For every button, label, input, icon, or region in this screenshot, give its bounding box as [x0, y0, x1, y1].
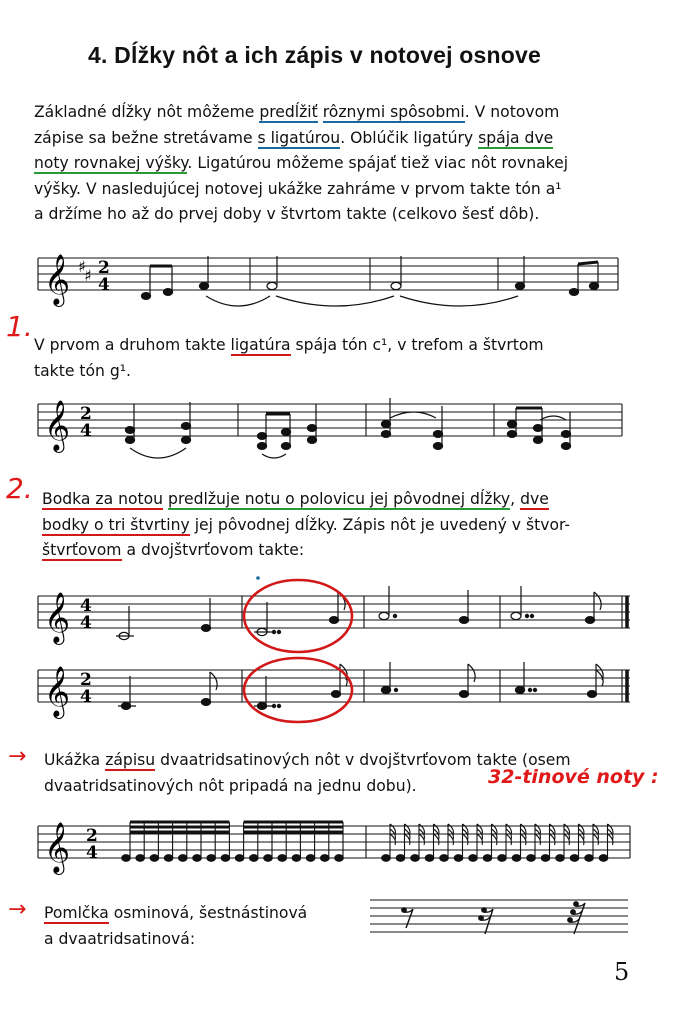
- highlight-green: predlžuje notu o polovicu jej pôvodnej dĺžky: [168, 490, 511, 508]
- sharp-icon: ♯: [84, 266, 92, 285]
- note-head: [585, 855, 594, 862]
- note-head: [321, 855, 330, 862]
- note-head: [122, 855, 131, 862]
- note-head: [264, 855, 273, 862]
- highlight-red: dve: [520, 490, 549, 508]
- note-head: [454, 855, 463, 862]
- time-sig-top: 2: [86, 826, 98, 846]
- treble-clef-icon: 𝄞: [44, 254, 71, 305]
- note-flag: [579, 834, 584, 845]
- note-head: [150, 855, 159, 862]
- time-sig-top: 4: [80, 596, 92, 616]
- highlight-green: noty rovnakej výšky: [34, 154, 188, 172]
- treble-clef-icon: 𝄞: [44, 666, 71, 717]
- page-number: 5: [614, 958, 630, 986]
- note-flag: [506, 834, 511, 845]
- highlight-red: zápisu: [105, 751, 156, 769]
- note-head: [527, 855, 536, 862]
- note-head: [570, 855, 579, 862]
- text-line: štvrťovom a dvojštvrťovom takte:: [42, 541, 305, 559]
- text-line: noty rovnakej výšky. Ligatúrou môžeme spájať tiež viac nôt rovnakej: [34, 154, 569, 172]
- note-head: [207, 855, 216, 862]
- note-head: [164, 855, 173, 862]
- note-flag: [521, 834, 526, 845]
- time-sig-bottom: 4: [98, 275, 110, 295]
- note-flag: [593, 834, 598, 845]
- text-line: dvaatridsatinových nôt pripadá na jednu dobu).: [44, 776, 417, 795]
- staff-rests: [370, 900, 628, 932]
- note-head: [193, 855, 202, 862]
- time-sig-top: 2: [80, 404, 92, 424]
- note-flag: [492, 834, 497, 845]
- text-line: Ukážka zápisu dvaatridsatinových nôt v dvojštvrťovom takte (osem: [44, 751, 571, 769]
- treble-clef-icon: 𝄞: [44, 592, 71, 643]
- time-sig-bottom: 4: [80, 421, 92, 441]
- treble-clef-icon: 𝄞: [44, 822, 71, 873]
- highlight-blue: s ligatúrou: [257, 128, 341, 147]
- text-line: a dvaatridsatinová:: [44, 929, 196, 948]
- text-line: zápise sa bežne stretávame s ligatúrou. Oblúčik ligatúry spája dve: [34, 128, 554, 147]
- note-head: [136, 855, 145, 862]
- note-head: [278, 855, 287, 862]
- note-flag: [405, 834, 410, 845]
- note-flag: [564, 834, 569, 845]
- note-head: [250, 855, 259, 862]
- note-head: [469, 855, 478, 862]
- notes-example-3: [116, 586, 601, 640]
- note-flag: [477, 834, 482, 845]
- text-line: Pomlčka osminová, šestnástinová: [44, 904, 308, 922]
- text-line: Základné dĺžky nôt môžeme predĺžiť rôznymi spôsobmi. V notovom: [34, 103, 560, 121]
- note-head: [292, 855, 301, 862]
- handwritten-mark-2: 2.: [6, 472, 33, 505]
- highlight-red: ligatúra: [230, 336, 291, 354]
- rest-thirtysecond-icon: [568, 902, 585, 934]
- highlight-red: bodky o tri štvrtiny: [42, 515, 190, 534]
- blue-dot: [256, 576, 260, 580]
- red-circle-annotation: [244, 658, 352, 722]
- treble-clef-icon: 𝄞: [44, 400, 71, 451]
- note-head: [221, 855, 230, 862]
- note-head: [396, 855, 405, 862]
- time-sig-bottom: 4: [80, 613, 92, 633]
- note-flag: [550, 834, 555, 845]
- sharp-icon: ♯: [78, 257, 86, 276]
- note-head: [306, 855, 315, 862]
- note-head: [335, 855, 344, 862]
- text-line: bodky o tri štvrtiny jej pôvodnej dĺžky. Zápis nôt je uvedený v štvor-: [42, 515, 571, 534]
- time-sig-top: 2: [80, 670, 92, 690]
- note-head: [556, 855, 565, 862]
- highlight-blue: rôznymi spôsobmi: [322, 103, 465, 121]
- highlight-red: Pomlčka: [44, 904, 109, 922]
- note-flag: [463, 834, 468, 845]
- note-head: [498, 855, 507, 862]
- note-head: [512, 855, 521, 862]
- time-sig-bottom: 4: [86, 843, 98, 863]
- highlight-green: spája dve: [478, 128, 554, 147]
- note-flag: [608, 834, 613, 845]
- text-line: a držíme ho až do prvej doby v štvrtom takte (celkovo šesť dôb).: [34, 205, 540, 223]
- rest-eighth-icon: [402, 908, 413, 928]
- note-head: [179, 855, 188, 862]
- note-head: [440, 855, 449, 862]
- handwritten-note-32nd: 32-tinové noty :: [488, 766, 659, 788]
- section-title: 4. Dĺžky nôt a ich zápis v notovej osnove: [88, 42, 541, 68]
- note-head: [599, 855, 608, 862]
- note-head: [411, 855, 420, 862]
- time-sig-top: 2: [98, 258, 110, 278]
- note-head: [382, 855, 391, 862]
- note-flag: [448, 834, 453, 845]
- staff-example-1: [38, 258, 618, 290]
- text-line: výšky. V nasledujúcej notovej ukážke zahráme v prvom takte tón a¹: [34, 179, 562, 198]
- note-head: [425, 855, 434, 862]
- text-line: Bodka za notou predlžuje notu o polovicu jej pôvodnej dĺžky, dve: [42, 490, 549, 508]
- notes-32nd-flagged: [382, 824, 613, 861]
- note-flag: [390, 834, 395, 845]
- time-sig-bottom: 4: [80, 687, 92, 707]
- rest-sixteenth-icon: [479, 908, 493, 934]
- red-circle-annotation: [244, 580, 352, 652]
- highlight-red: Bodka za notou: [42, 490, 164, 508]
- note-flag: [535, 834, 540, 845]
- note-head: [483, 855, 492, 862]
- note-flag: [419, 834, 424, 845]
- text-line: V prvom a druhom takte ligatúra spája tón c¹, v trefom a štvrtom: [34, 336, 544, 354]
- note-head: [541, 855, 550, 862]
- note-flag: [434, 834, 439, 845]
- arrow-icon: →: [8, 744, 27, 769]
- arrow-icon: →: [8, 897, 27, 922]
- handwritten-mark-1: 1.: [6, 310, 33, 343]
- text-line: takte tón g¹.: [34, 361, 131, 380]
- highlight-blue: predĺžiť: [259, 103, 318, 121]
- highlight-red: štvrťovom: [42, 541, 122, 559]
- note-head: [235, 855, 244, 862]
